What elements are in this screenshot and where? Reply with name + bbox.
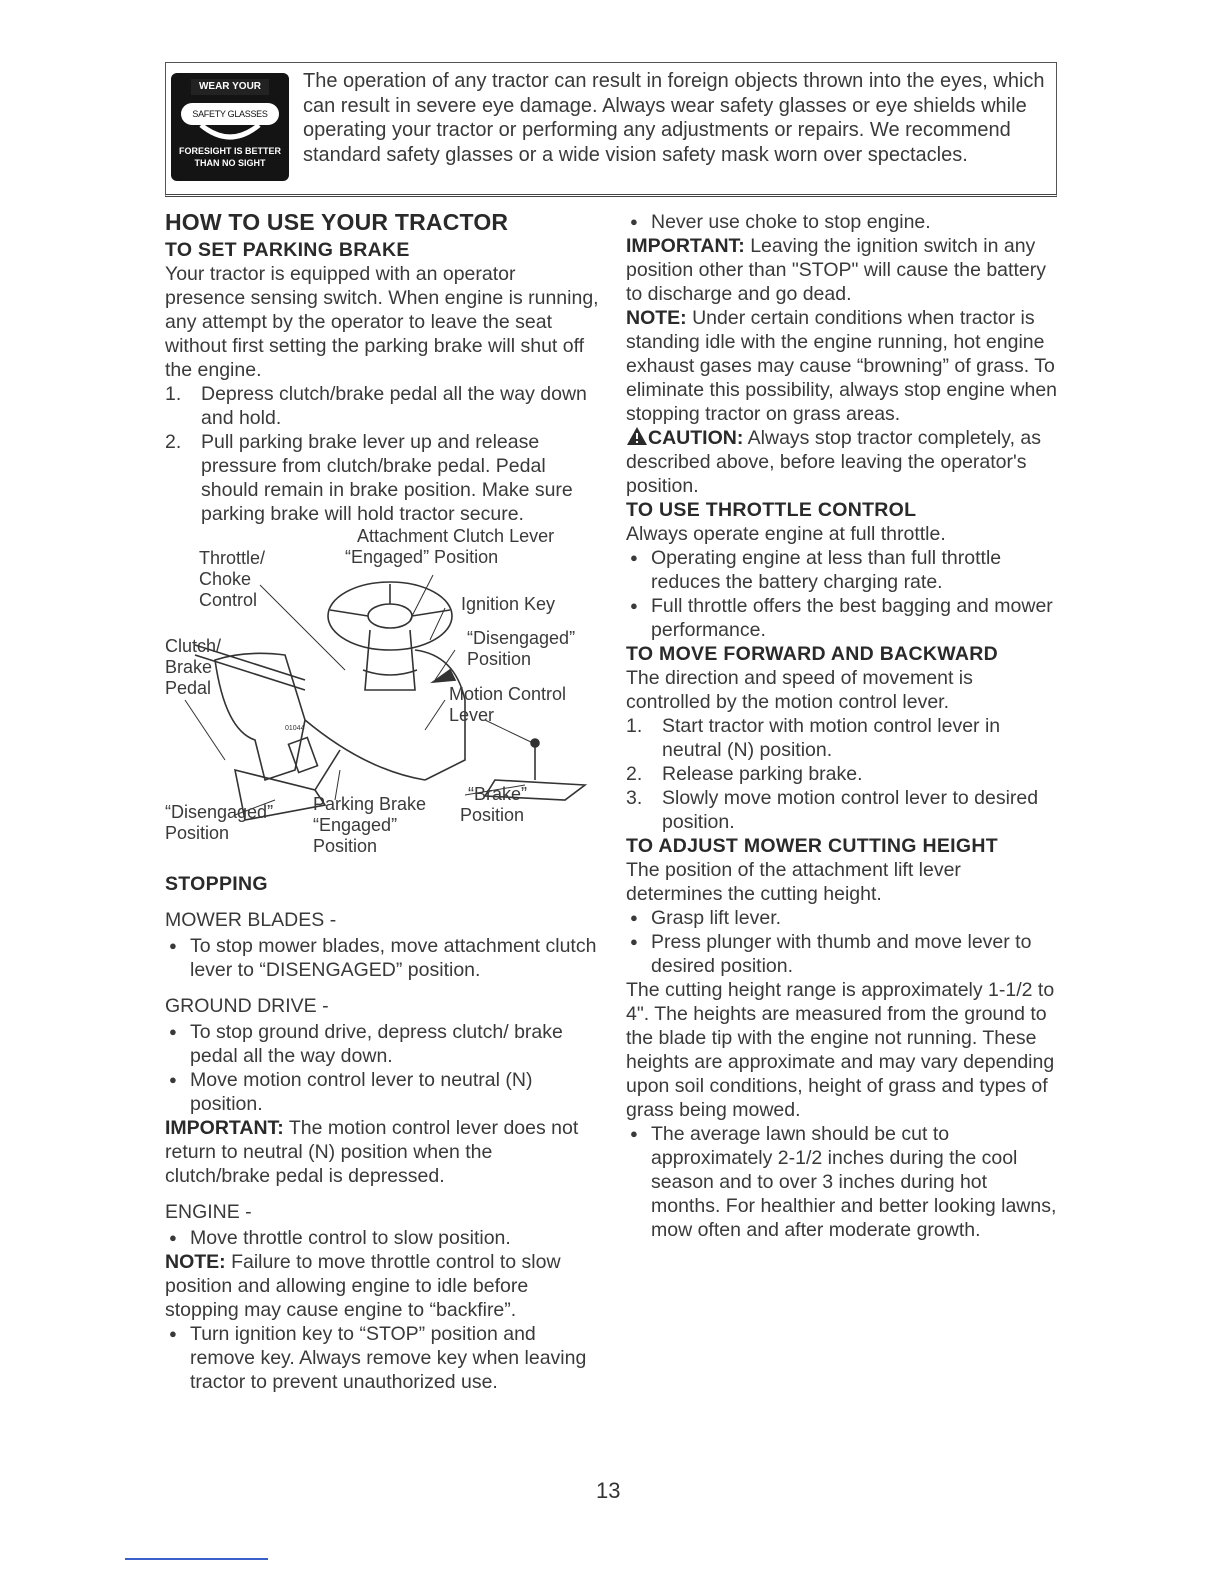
brake-line-2: Position [460, 805, 525, 825]
motion-control-label [449, 684, 566, 726]
move-intro: The direction and speed of movement is controlled by the motion control lever. [626, 667, 973, 713]
list-item: ● Move throttle control to slow position. [169, 1227, 511, 1249]
badge-bottom-label [175, 145, 285, 173]
warning-text: The operation of any tractor can result in foreign objects thrown into the eyes, which can result in severe eye damage. Always wear safety glasses or eye shields while operating your tractor or performing any adjustments or repairs. We recommend standard safety glasses or a wide vision safety mask worn over spectacles. [303, 70, 1045, 166]
throttle-line-2: Choke [199, 569, 252, 589]
parking-brake-intro: Your tractor is equipped with an operator presence sensing switch. When engine is running, any attempt by the operator to leave the seat without first setting the parking brake will shut off the engine. [165, 263, 599, 381]
badge-bottom-line-1: FORESIGHT IS BETTER [178, 146, 281, 156]
throttle-heading: TO USE THROTTLE CONTROL [626, 499, 917, 521]
cutting-height-heading: TO ADJUST MOWER CUTTING HEIGHT [626, 835, 998, 857]
list-item: ● To stop mower blades, move attachment clutch lever to “DISENGAGED” position. [169, 935, 597, 981]
stopping-important: IMPORTANT: The motion control lever does not return to neutral (N) position when the clutch/brake pedal is depressed. [165, 1117, 579, 1187]
disengaged-right-label [467, 628, 575, 670]
page-title: HOW TO USE YOUR TRACTOR [165, 209, 509, 235]
diseng-r-line-1: “Disengaged” [467, 628, 576, 648]
stopping-heading: STOPPING [165, 873, 268, 895]
parking-brake-heading: TO SET PARKING BRAKE [165, 239, 410, 261]
list-item: 1. Depress clutch/brake pedal all the way down and hold. [165, 383, 587, 429]
badge-mid-label: SAFETY GLASSES [181, 103, 279, 125]
attachment-clutch-label [345, 526, 554, 568]
engine-list-2 [165, 1322, 600, 1394]
ground-drive-label: GROUND DRIVE - [165, 995, 329, 1017]
footer-divider [125, 1558, 268, 1560]
move-heading: TO MOVE FORWARD AND BACKWARD [626, 643, 999, 665]
throttle-line-1: Throttle/ [199, 548, 266, 568]
list-item: ● Full throttle offers the best bagging and mower performance. [630, 595, 1053, 641]
throttle-intro: Always operate engine at full throttle. [626, 523, 946, 545]
ignition-important: IMPORTANT: Leaving the ignition switch in any position other than "STOP" will cause the battery to discharge and go dead. [626, 235, 1046, 305]
list-item: ● Press plunger with thumb and move lever to desired position. [630, 931, 1032, 977]
badge-top-label: WEAR YOUR [191, 79, 269, 95]
parking-brake-label [313, 794, 426, 857]
cutting-height-body: The cutting height range is approximately 1-1/2 to 4". The heights are measured from the ground to the blade tip with the engine not running. These heights are approximate and may vary depending upon soil conditions, height of grass and types of grass being mowed. [626, 979, 1055, 1121]
choke-list [626, 210, 1058, 234]
list-item: 2. Release parking brake. [626, 763, 863, 785]
engine-note: NOTE: Failure to move throttle control to slow position and allowing engine to idle before stopping may cause engine to “backfire”. [165, 1251, 561, 1321]
attach-line-2: “Engaged” Position [345, 547, 499, 567]
lawn-list [626, 1122, 1058, 1242]
list-item: 2. Pull parking brake lever up and release pressure from clutch/brake pedal. Pedal should remain in brake position. Make sure parking brake will hold tractor secure. [165, 431, 573, 525]
list-item: 3. Slowly move motion control lever to desired position. [626, 787, 1039, 833]
warning-triangle-icon [626, 426, 648, 446]
throttle-choke-label [199, 548, 265, 611]
ground-drive-list [165, 1020, 600, 1116]
list-item: ● Grasp lift lever. [630, 907, 782, 929]
attach-line-1: Attachment Clutch Lever [357, 526, 555, 546]
park-line-3: Position [313, 836, 378, 856]
list-item: ● Never use choke to stop engine. [630, 211, 931, 233]
brake-position-label [460, 784, 527, 826]
badge-bottom-line-2: THAN NO SIGHT [194, 158, 266, 168]
left-column [165, 210, 600, 1394]
diseng-r-line-2: Position [467, 649, 532, 669]
safety-glasses-icon [171, 73, 289, 181]
disengaged-left-label [165, 802, 273, 844]
list-item: ● Move motion control lever to neutral (N) position. [169, 1069, 533, 1115]
clutch-brake-pedal-label [165, 636, 221, 699]
park-line-2: “Engaged” [313, 815, 398, 835]
parking-brake-steps [165, 382, 600, 526]
motion-line-1: Motion Control [449, 684, 567, 704]
list-item: ● Turn ignition key to “STOP” position and remove key. Always remove key when leaving tractor to prevent unauthorized use. [169, 1323, 587, 1393]
throttle-line-3: Control [199, 590, 258, 610]
cutting-height-list [626, 906, 1058, 978]
cutting-height-intro: The position of the attachment lift lever determines the cutting height. [626, 859, 961, 905]
diseng-l-line-1: “Disengaged” [165, 802, 274, 822]
engine-list-1 [165, 1226, 600, 1250]
safety-warning-box [165, 62, 1057, 197]
browning-note: NOTE: Under certain conditions when tractor is standing idle with the engine running, hot engine exhaust gases may cause “browning” of grass. To eliminate this possibility, always stop engine when stopping tractor on grass areas. [626, 307, 1058, 425]
diseng-l-line-2: Position [165, 823, 230, 843]
move-steps [626, 714, 1058, 834]
motion-line-2: Lever [449, 705, 495, 725]
list-item: ● The average lawn should be cut to approximately 2-1/2 inches during the cool season and to over 3 inches during hot months. For healthier and better looking lawns, mow often and after moderate growth. [630, 1123, 1057, 1241]
park-line-1: Parking Brake [313, 794, 427, 814]
mower-blades-list [165, 934, 600, 982]
right-column [626, 210, 1058, 1242]
list-item: 1. Start tractor with motion control lever in neutral (N) position. [626, 715, 1001, 761]
clutch-line-3: Pedal [165, 678, 212, 698]
svg-text:01044: 01044 [285, 725, 305, 732]
brake-line-1: “Brake” [468, 784, 528, 804]
ignition-key-label: Ignition Key [461, 594, 556, 614]
mower-blades-label: MOWER BLADES - [165, 909, 337, 931]
tractor-controls-diagram [165, 526, 600, 870]
clutch-line-2: Brake [165, 657, 213, 677]
list-item: ● To stop ground drive, depress clutch/ brake pedal all the way down. [169, 1021, 563, 1067]
list-item: ● Operating engine at less than full throttle reduces the battery charging rate. [630, 547, 1002, 593]
throttle-list [626, 546, 1058, 642]
page-number: 13 [596, 1478, 621, 1503]
engine-label: ENGINE - [165, 1201, 252, 1223]
caution-paragraph: CAUTION: Always stop tractor completely, as described above, before leaving the operator's position. [626, 427, 1041, 497]
clutch-line-1: Clutch/ [165, 636, 222, 656]
